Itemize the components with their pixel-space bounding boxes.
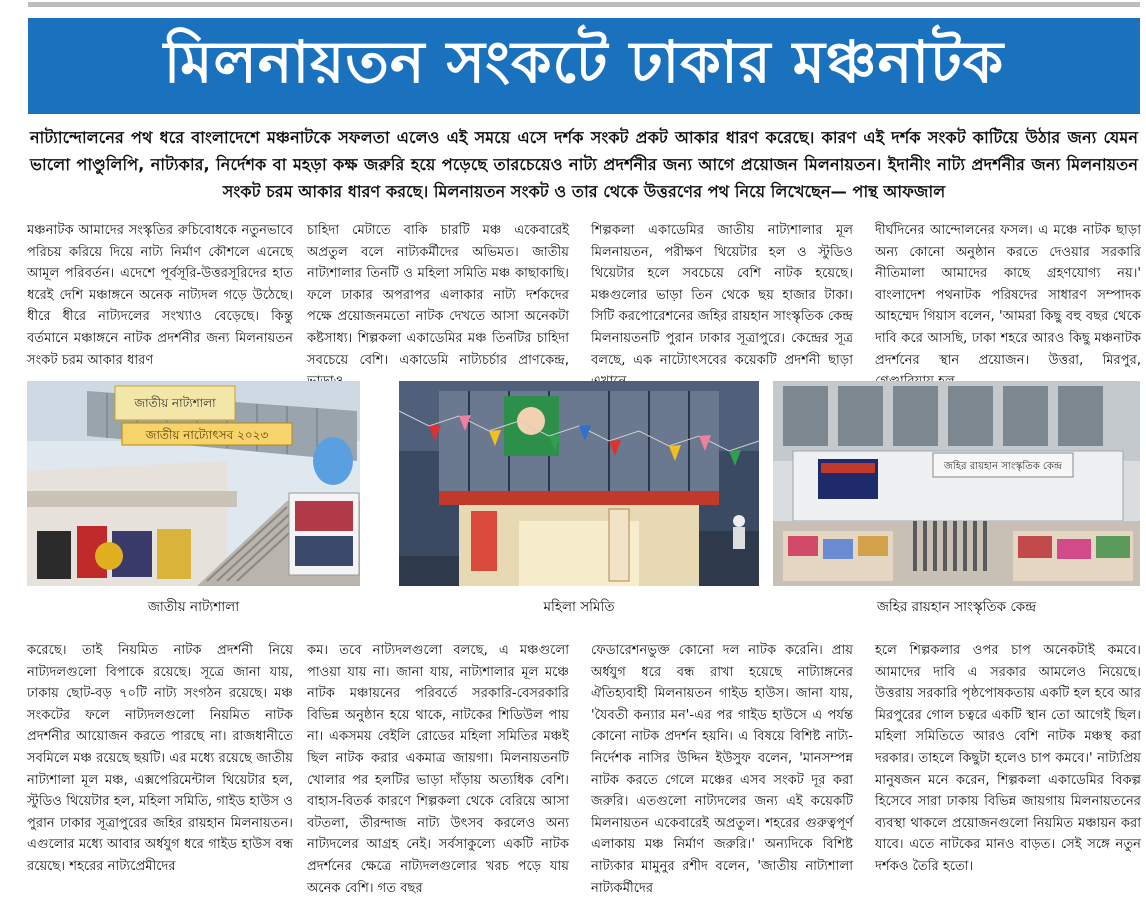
column-2-top: চাহিদা মেটাতে বাকি চারটি মঞ্চ একেবারেই অপ্রতুল বলে নাট্যকর্মীদের অভিমত। জাতীয় নাট্যশালার তিনটি ও মহিলা সমিতি মঞ্চ কাছাকাছি। ফলে ঢাকার অপরাপর এলাকার নাট্য দর্শকদের পক্ষে প্রয়োজনমতো নাটক দেখতে আসা অনেকটা কষ্টসাধ্য। শিল্পকলা একাডেমির মঞ্চ তিনটির চাহিদা সবচেয়ে বেশি। একাডেমি নাট্যচর্চার প্রাণকেন্দ্র,	[307, 223, 569, 368]
photo-zahir-raihan-centre	[773, 381, 1140, 586]
caption-natyashala: জাতীয় নাট্যশালা	[147, 599, 240, 615]
caption-zahir-raihan: জহির রায়হান সাংস্কৃতিক কেন্দ্র	[876, 599, 1037, 615]
column-3-bottom: ফেডারেশনভুক্ত কোনো দল নাটক করেনি। প্রায় অর্ধযুগ ধরে বন্ধ রাখা হয়েছে নাট্যাঙ্গনের ঐতিহ্যবাহী মিলনায়তন গাইড হাউস। জানা যায়, 'যৈবতী কন্যার মন'-এর পর গাইড হাউসে এ পর্যন্ত কোনো নাটক প্রদর্শন হয়নি। এ বিষয়ে বিশিষ্ট নাট্য-নির্দেশক নাসির উদ্দিন ইউসুফ বলেন, 'মানসম্পন্ন নাটক করতে গেলে মঞ্চের এসব সংকট দূর করা জরুরি। এতগুলো নাট্যদলের জন্য এই কয়েকটি মিলনায়তন একেবারেই অপ্রতুল। শহরের গুরুত্বপূর্ণ এলাকায় মঞ্চ নির্মাণ জরুরি।' অন্যদিকে বিশিষ্ট নাট্যকার মামুনুর রশীদ বলেন, 'জাতীয় নাট্যশালা নাট্যকর্মীদের	[591, 643, 853, 896]
column-4-bottom: হলে শিল্পকলার ওপর চাপ অনেকটাই কমবে। আমাদের দাবি এ সরকার আমলেও নিয়েছে। উত্তরায় সরকারি পৃষ্ঠপোষকতায় একটি হল হবে আর মিরপুরের গোল চত্বরে একটি স্থান তো আগেই ছিল। মহিলা সমিতিতে আরও বেশি নাটক মঞ্চস্থ করা দরকার। তাহলে কিছুটা হলেও চাপ কমবে।' নাট্যপ্রিয় মানুষজন মনে করেন, শিল্পকলা একাডেমির বিকল্প হিসেবে সারা ঢাকায় বিভিন্ন জায়গায় মিলনায়তনের ব্যবস্থা থাকলে প্রয়োজনগুলো নিয়মিত মঞ্চায়ন করা যাবে। এতে নাটকের মানও বাড়ত। সেই সঙ্গে নতুন দর্শকও তৈরি হতো।	[875, 643, 1141, 874]
natyotsab-banner: জাতীয় নাট্যোৎসব ২০২৩	[145, 428, 269, 442]
column-1-top: মঞ্চনাটক আমাদের সংস্কৃতির রুচিবোধকে নতুনভাবে পরিচয় করিয়ে দিয়ে নাট্য নির্মাণ কৌশলে এনেছে আমূল পরিবর্তন। এদেশে পূর্বসূরি-উত্তরসূরিদের হাত ধরেই দেশি মঞ্চাঙ্গনে অনেক নাট্যদল গড়ে উঠেছে। ধীরে ধীরে নাট্যদলের সংখ্যাও বেড়েছে। কিন্তু বর্তমানে মঞ্চাঙ্গনে নাটক প্রদর্শনীর জন্য মিলনায়তন সংকট চরম আকার ধারণ	[27, 223, 293, 368]
headline-banner	[28, 18, 1140, 114]
column-1-bottom: করেছে। তাই নিয়মিত নাটক প্রদর্শনী নিয়ে নাট্যদলগুলো বিপাকে রয়েছে। সূত্রে জানা যায়, ঢাকায় ছোট-বড় ৭০টি নাট্য সংগঠন রয়েছে। মঞ্চ সংকটের ফলে নাট্যদলগুলো নিয়মিত নাটক প্রদর্শনীর আয়োজন করতে পারছে না। রাজধানীতে সবমিলে মঞ্চ রয়েছে ছয়টি। এর মধ্যে রয়েছে জাতীয় নাট্যশালা মূল মঞ্চ, এক্সপেরিমেন্টাল থিয়েটার হল, স্টুডিও থিয়েটার হল, মহিলা সমিতি, গাইড হাউস ও পুরান ঢাকার সূত্রাপুরের জহির রায়হান মিলনায়তন। এগুলোর মধ্যে আবার অর্ধযুগ ধরে গাইড হাউস বন্ধ রয়েছে। শহরের নাট্যপ্রেমীদের	[27, 643, 293, 874]
zahir-raihan-sign: জহির রায়হান সাংস্কৃতিক কেন্দ্র	[943, 461, 1063, 472]
natyashala-illustration	[27, 381, 360, 586]
mohila-samity-illustration	[399, 381, 759, 586]
column-3-top: শিল্পকলা একাডেমির জাতীয় নাট্যশালার মূল মিলনায়তন, পরীক্ষণ থিয়েটার হল ও স্টুডিও থিয়েটার হলে সবচেয়ে বেশি নাটক হয়েছে। মঞ্চগুলোর ভাড়া তিন থেকে ছয় হাজার টাকা। সিটি করপোরেশনের জহির রায়হান সাংস্কৃতিক কেন্দ্র মিলনায়তনটি পুরান ঢাকার সূত্রাপুরে। কেন্দ্রের সূত্র বলছে, এক নাট্যোৎসবের কয়েকটি প্রদর্শনী ছাড়া	[591, 223, 853, 368]
natyashala-sign: জাতীয় নাট্যশালা	[134, 396, 216, 410]
intro-paragraph	[30, 124, 1138, 205]
headline: মিলনায়তন সংকটে ঢাকার মঞ্চনাটক	[163, 27, 1005, 96]
column-2-bottom: কম। তবে নাট্যদলগুলো বলছে, এ মঞ্চগুলো পাওয়া যায় না। জানা যায়, নাট্যশালার মূল মঞ্চে নাটক মঞ্চায়নের পরিবর্তে সরকারি-বেসরকারি বিভিন্ন অনুষ্ঠান হয়ে থাকে, নাটকের শিডিউল পায় না। একসময় বেইলি রোডের মহিলা সমিতির মঞ্চই ছিল নাটক করার একমাত্র জায়গা। মিলনায়তনটি খোলার পর হলটির ভাড়া দাঁড়ায় অত্যধিক বেশি। বাহাস-বিতর্ক কারণে শিল্পকলা থেকে বেরিয়ে আসা বটতলা, তীরন্দাজ নাট্য উৎসব করলেও অন্য নাট্যদলের আগ্রহ নেই। সর্বসাকুল্যে একটি নাটক প্রদর্শনের ক্ষেত্রে নাট্যদলগুলোর খরচ পড়ে যায় অনেক বেশি। গত বছর	[307, 643, 569, 896]
zahir-raihan-illustration	[773, 381, 1140, 586]
intro-text: নাট্যান্দোলনের পথ ধরে বাংলাদেশে মঞ্চনাটকে সফলতা এলেও এই সময়ে এসে দর্শক সংকট প্রকট আকার ধারণ করেছে। কারণ এই দর্শক সংকট কাটিয়ে উঠার জন্য যেমন ভালো পাণ্ডুলিপি, নাট্যকার, নির্দেশক বা মহড়া কক্ষ জরুরি হয়ে পড়েছে তারচেয়েও নাট্য প্রদর্শনীর জন্য আগে প্রয়োজন মিলনায়তন। ইদানীং নাট্য প্রদর্শনীর জন্য মিলনায়তন সংকট চরম আকার ধারণ করছে। মিলনায়তন সংকট ও তার থেকে উত্তরণের পথ নিয়ে লিখেছেন—	[30, 128, 1138, 201]
photo-jatiyo-natyashala	[27, 381, 360, 586]
photo-mohila-samity	[399, 381, 759, 586]
column-4-top: দীর্ঘদিনের আন্দোলনের ফসল। এ মঞ্চে নাটক ছাড়া অন্য কোনো অনুষ্ঠান করতে দেওয়ার সরকারি নীতিমালা আমাদের কাছে গ্রহণযোগ্য নয়।' বাংলাদেশ পথনাটক পরিষদের সাধারণ সম্পাদক আহম্মেদ গিয়াস বলেন, 'আমরা কিছু বহু বছর থেকে দাবি করে আসছি, ঢাকা শহরে আরও কিছু মঞ্চনাটক প্রদর্শনের স্থান প্রয়োজন। উত্তরা, মিরপুর,	[875, 223, 1141, 368]
author-name: পান্থ আফজাল	[852, 182, 946, 201]
caption-mohila-samity: মহিলা সমিতি	[543, 599, 615, 615]
top-rule	[28, 2, 1140, 7]
